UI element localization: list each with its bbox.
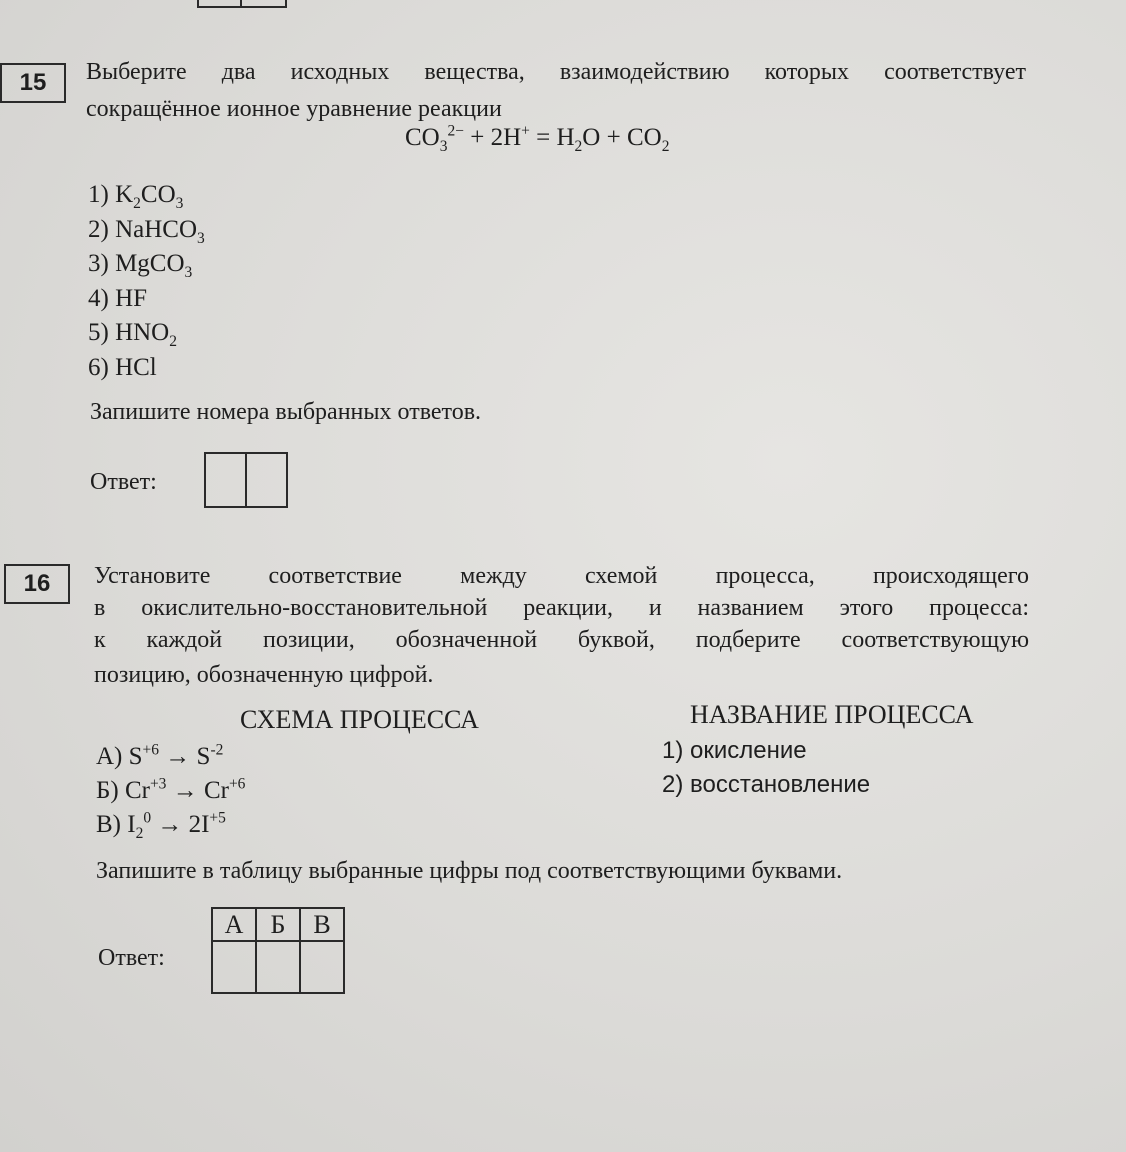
scheme-b: Б) $Cr^{+3} \to Cr^{+6}$ [96,775,246,804]
scheme-a: А) $S^{+6} \to S^{-2}$ [96,741,224,770]
q15-text-line1: Выберите два исходных вещества, взаимодействию которых соответствует [86,59,1026,85]
eq-co2: O + CO [582,124,662,151]
previous-answer-box-edge [197,0,287,8]
question-number-16 [4,564,70,604]
question-number-text: 16 [23,570,51,597]
q15-answer-cell-divider [245,454,247,506]
q16-answer-table [211,907,345,994]
arrow-icon: → [172,777,198,804]
scheme-v: В) $I_2^0 \to 2I^{+5}$ [96,809,226,842]
q16-instruction: Запишите в таблицу выбранные цифры под соответствующими буквами. [96,858,843,884]
ionic-equation [405,122,670,155]
eq-co-sub: 3 [439,138,448,155]
eq-co-charge: 2− [447,122,464,140]
answer-table-input-row [212,941,344,993]
arrow-icon: → [157,811,183,838]
answer-cell-v[interactable] [300,941,344,993]
option-6: 6) HCl [88,353,157,381]
answer-cell-b[interactable] [256,941,300,993]
q16-text-line3: к каждой позиции, обозначенной буквой, подберите соответствующую [94,627,1029,653]
eq-h2: = H [529,124,575,151]
answer-header-v: В [300,908,344,941]
process-names-list [662,734,870,802]
scheme-column-header: СХЕМА ПРОЦЕССА [240,705,479,734]
option-3: 3) MgCO$_3$ [88,250,193,281]
answer-header-a: А [212,908,256,941]
q15-options-list [88,178,205,385]
eq-h: + 2H [463,124,522,151]
option-1: 1) $K_2CO_3$ [88,181,184,212]
eq-h2-sub: 2 [574,138,583,155]
answer-table-header-row [212,908,344,941]
option-4: 4) HF [88,284,148,312]
eq-co: CO [405,124,440,151]
answer-header-b: Б [256,908,300,941]
q16-text-line1: Установите соответствие между схемой процесса, происходящего [94,563,1029,589]
question-number-15 [0,63,66,103]
answer-cell-a[interactable] [212,941,256,993]
process-name-1: 1) окисление [662,737,807,764]
eq-h-charge: + [521,122,530,140]
arrow-icon: → [165,743,191,770]
process-name-2: 2) восстановление [662,771,871,798]
q15-text-line2: сокращённое ионное уравнение реакции [86,96,502,122]
q16-text-line4: позицию, обозначенную цифрой. [94,662,434,688]
option-5: 5) $HNO_2$ [88,319,177,350]
name-column-header: НАЗВАНИЕ ПРОЦЕССА [690,700,974,729]
q16-answer-label: Ответ: [98,945,165,971]
scheme-list [96,740,245,842]
q15-answer-label: Ответ: [90,469,157,495]
option-2: 2) NaHCO$_3$ [88,215,205,247]
eq-co2-sub: 2 [661,138,670,155]
q15-instruction: Запишите номера выбранных ответов. [90,399,482,425]
q16-text-line2: в окислительно-восстановительной реакции, и названием этого процесса: [94,595,1029,621]
question-number-text: 15 [19,69,47,96]
q15-answer-box[interactable] [204,452,288,508]
